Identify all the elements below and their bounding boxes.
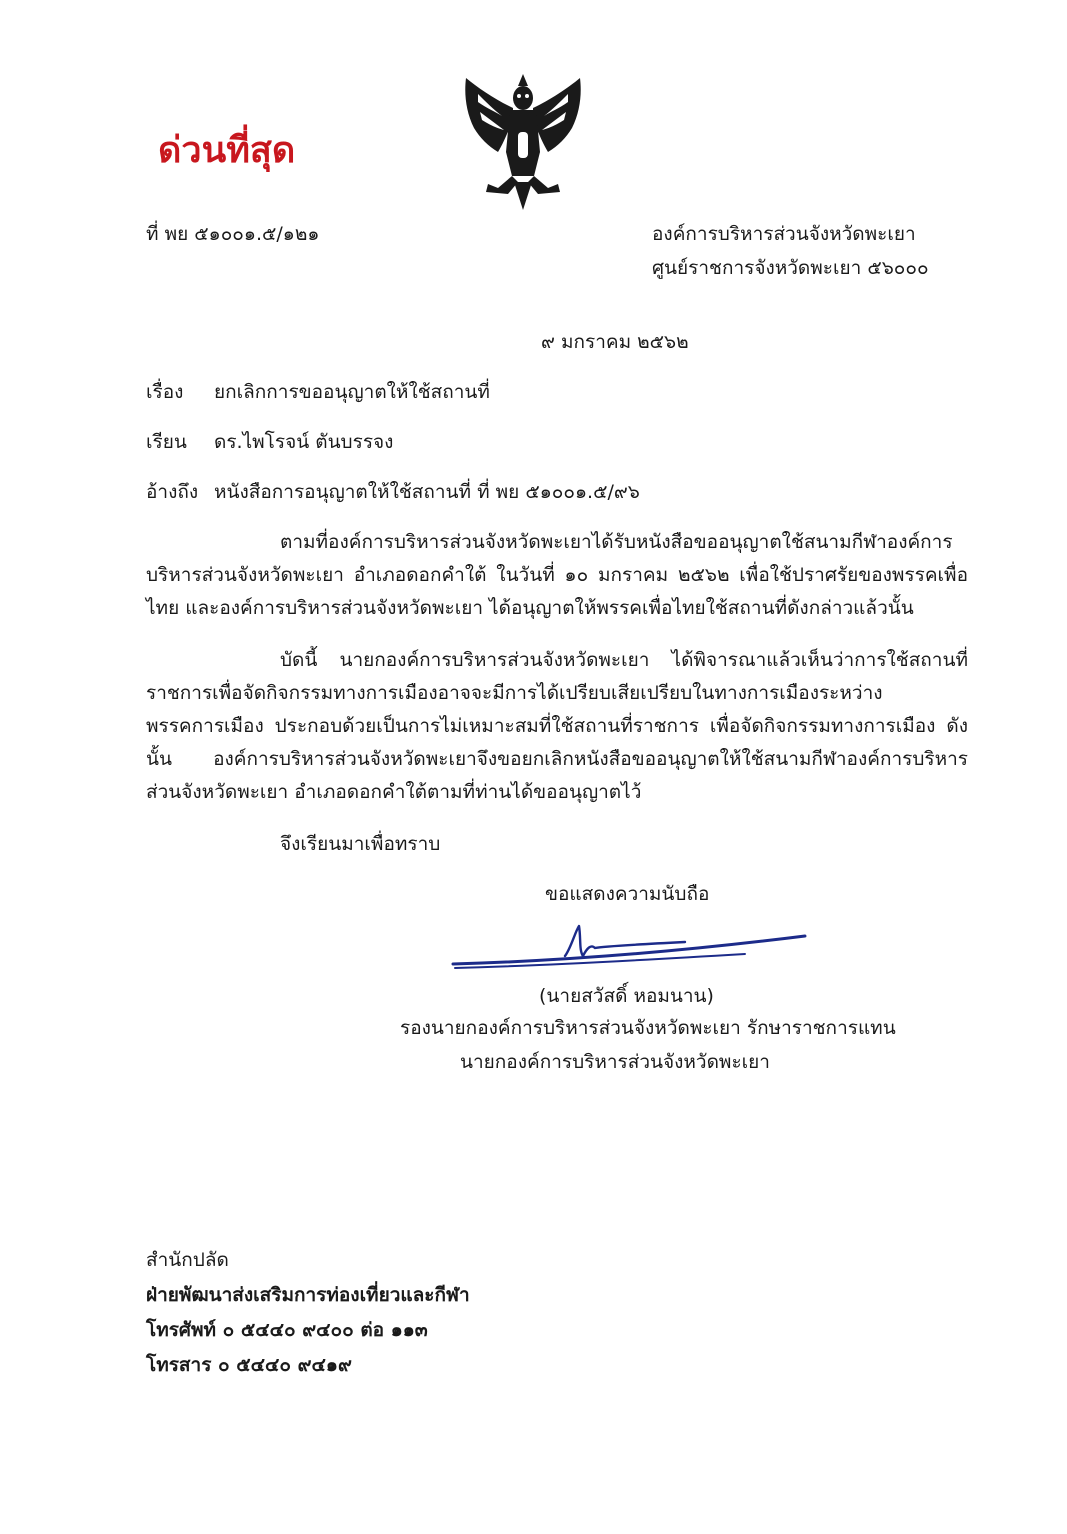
closing-line: จึงเรียนมาเพื่อทราบ [280,833,441,855]
footer-division: ฝ่ายพัฒนาส่งเสริมการท่องเที่ยวและกีฬา [146,1284,470,1306]
subject-value: ยกเลิกการขออนุญาตให้ใช้สถานที่ [214,381,490,403]
reference-number: ที่ พย ๕๑๐๐๑.๕/๑๒๑ [146,223,320,245]
reference-line [146,480,640,504]
body-paragraph-2: บัดนี้ นายกองค์การบริหารส่วนจังหวัดพะเยา ได้พิจารณาแล้วเห็นว่าการใช้สถานที่ราชการเพื่อจัดกิจกรรมทางการเมืองอาจจะมีการได้เปรียบเสียเปรียบในทางการเมืองระหว่างพรรคการเมือง ประกอบด้วยเป็นการไม่เหมาะสมที่ใช้สถานที่ราชการ เพื่อจัดกิจกรรมทางการเมือง ดังนั้น องค์การบริหารส่วนจังหวัดพะเยาจึงขอยกเลิกหนังสือขออนุญาตให้ใช้สนามกีฬาองค์การบริหารส่วนจังหวัดพะเยา อำเภอดอกคำใต้ตามที่ท่านได้ขออนุญาตไว้ [146,649,968,803]
subject-label: เรื่อง [146,381,184,403]
reference-value: หนังสือการอนุญาตให้ใช้สถานที่ ที่ พย ๕๑๐๐๑.๕/๙๖ [214,481,640,503]
garuda-emblem-icon [458,72,588,212]
footer-fax: โทรสาร ๐ ๕๔๔๐ ๙๔๑๙ [146,1354,352,1376]
body-paragraph-1: ตามที่องค์การบริหารส่วนจังหวัดพะเยาได้รับหนังสือขออนุญาตใช้สนามกีฬาองค์การบริหารส่วนจังหวัดพะเยา อำเภอดอกคำใต้ ในวันที่ ๑๐ มกราคม ๒๕๖๒ เพื่อใช้ปราศรัยของพรรคเพื่อไทย และองค์การบริหารส่วนจังหวัดพะเยา ได้อนุญาตให้พรรคเพื่อไทยใช้สถานที่ดังกล่าวแล้วนั้น [146,531,968,619]
complimentary-close: ขอแสดงความนับถือ [545,883,710,905]
handwritten-signature [445,918,815,978]
reference-label: อ้างถึง [146,481,199,503]
addressee-line [146,430,393,454]
sender-organization: องค์การบริหารส่วนจังหวัดพะเยา [652,223,916,245]
signatory-position-1: รองนายกองค์การบริหารส่วนจังหวัดพะเยา รักษาราชการแทน [400,1017,896,1039]
subject-line [146,380,490,404]
letter-date: ๙ มกราคม ๒๕๖๒ [541,331,689,353]
footer-phone: โทรศัพท์ ๐ ๕๔๔๐ ๙๔๐๐ ต่อ ๑๑๓ [146,1319,428,1341]
signatory-position-2: นายกองค์การบริหารส่วนจังหวัดพะเยา [460,1051,770,1073]
footer-office: สำนักปลัด [146,1249,229,1271]
addressee-label: เรียน [146,431,187,453]
addressee-value: ดร.ไพโรจน์ ตันบรรจง [214,431,394,453]
urgency-stamp: ด่วนที่สุด [158,129,296,171]
sender-address: ศูนย์ราชการจังหวัดพะเยา ๕๖๐๐๐ [652,257,929,279]
signatory-name: (นายสวัสดิ์ หอมนาน) [539,985,714,1007]
